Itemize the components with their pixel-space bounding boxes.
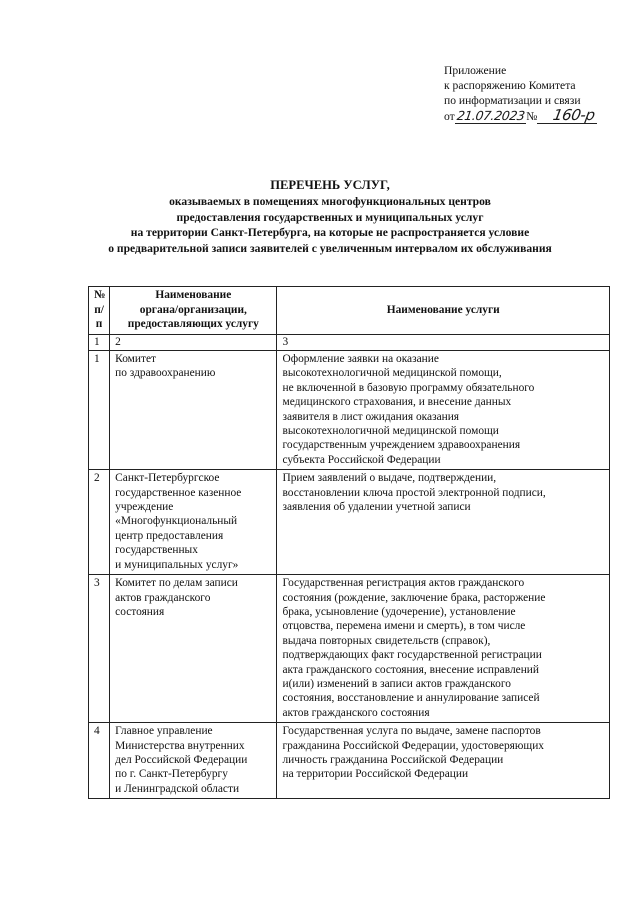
cell-text-line: Главное управление xyxy=(115,725,213,738)
row-number: 3 xyxy=(89,575,110,723)
header-num xyxy=(89,287,110,335)
cell-text-line: предоставляющих услугу xyxy=(127,318,259,331)
cell-text-line: состояния xyxy=(115,605,165,618)
appendix-line: Приложение xyxy=(444,64,507,77)
cell-text-line: Комитет по делам записи xyxy=(115,577,238,590)
cell-text-line: по здравоохранению xyxy=(115,367,216,380)
org-cell xyxy=(110,470,277,575)
cell-text-line: п/п xyxy=(94,303,104,331)
cell-text-line: отцовства, перемена имени и смерть), в том числе xyxy=(282,620,526,633)
column-number: 1 xyxy=(89,335,110,351)
services-table xyxy=(88,286,610,799)
service-cell xyxy=(277,575,610,723)
service-cell xyxy=(277,351,610,470)
handwritten-number: 160-р xyxy=(551,105,597,124)
cell-text-line: на территории Российской Федерации xyxy=(282,768,469,781)
cell-text-line: актов гражданского xyxy=(115,591,211,604)
appendix-block xyxy=(444,63,634,124)
org-cell xyxy=(110,351,277,470)
column-number: 3 xyxy=(277,335,610,351)
cell-text-line: Прием заявлений о выдаче, подтверждении, xyxy=(282,472,497,485)
from-label: от xyxy=(444,109,455,123)
cell-text-line: брака, усыновление (удочерение), установление xyxy=(282,605,516,618)
cell-text-line: по г. Санкт-Петербургу xyxy=(115,768,228,781)
cell-text-line: и муниципальных услуг» xyxy=(115,558,239,571)
cell-text-line: выдача повторных свидетельств (справок), xyxy=(282,634,491,647)
cell-text-line: состояния, восстановление и аннулирование записей xyxy=(282,692,540,705)
row-number: 4 xyxy=(89,723,110,799)
cell-text-line: Комитет xyxy=(115,353,156,365)
title-line: оказываемых в помещениях многофункциональных центров xyxy=(169,195,491,209)
number-label: № xyxy=(526,109,538,123)
table-row xyxy=(89,470,610,575)
table-header-row xyxy=(89,287,610,335)
cell-text-line: Оформление заявки на оказание xyxy=(282,353,439,365)
cell-text-line: Наименование услуги xyxy=(386,303,500,316)
column-number-row xyxy=(89,335,610,351)
cell-text-line: высокотехнологичной медицинской помощи, xyxy=(282,367,502,380)
cell-text-line: Наименование xyxy=(155,289,232,302)
header-org xyxy=(110,287,277,335)
cell-text-line: центр предоставления xyxy=(115,529,224,542)
cell-text-line: органа/организации, xyxy=(139,303,247,316)
cell-text-line: акта гражданского состояния, внесение исправлений xyxy=(282,663,539,676)
handwritten-date: 21.07.2023 xyxy=(455,107,526,123)
cell-text-line: Министерства внутренних xyxy=(115,739,245,752)
org-cell xyxy=(110,723,277,799)
cell-text-line: «Многофункциональный xyxy=(115,515,238,528)
order-reference xyxy=(444,105,634,124)
cell-text-line: Государственная регистрация актов гражданского xyxy=(282,577,525,590)
document-title xyxy=(60,178,600,256)
title-line: на территории Санкт-Петербурга, на которые не распространяется условие xyxy=(130,226,530,240)
org-cell xyxy=(110,575,277,723)
title-line: предоставления государственных и муниципальных услуг xyxy=(176,210,484,224)
cell-text-line: государственное казенное xyxy=(115,486,242,499)
cell-text-line: и(или) изменений в записи актов гражданского xyxy=(282,677,511,690)
cell-text-line: дел Российской Федерации xyxy=(115,753,248,766)
cell-text-line: актов гражданского состояния xyxy=(282,706,430,719)
cell-text-line: Санкт-Петербургское xyxy=(115,472,220,485)
cell-text-line: подтверждающих факт государственной регистрации xyxy=(282,649,542,662)
order-number-field xyxy=(537,105,597,124)
table-row xyxy=(89,351,610,470)
cell-text-line: гражданина Российской Федерации, удостоверяющих xyxy=(282,739,544,752)
cell-text-line: состояния (рождение, заключение брака, расторжение xyxy=(282,591,546,604)
cell-text-line: восстановлении ключа простой электронной подписи, xyxy=(282,486,546,499)
table-row xyxy=(89,575,610,723)
service-cell xyxy=(277,470,610,575)
cell-text-line: государственным учреждением здравоохранения xyxy=(282,439,521,452)
title-line: о предварительной записи заявителей с увеличенным интервалом их обслуживания xyxy=(108,241,552,255)
service-cell xyxy=(277,723,610,799)
cell-text-line: Государственная услуга по выдаче, замене паспортов xyxy=(282,725,541,738)
cell-text-line: высокотехнологичной медицинской помощи xyxy=(282,425,499,438)
cell-text-line: субъекта Российской Федерации xyxy=(282,453,441,466)
cell-text-line: заявителя в лист ожидания оказания xyxy=(282,410,460,423)
cell-text-line: медицинского страхования, и внесение данных xyxy=(282,396,512,409)
cell-text-line: и Ленинградской области xyxy=(115,782,240,795)
cell-text-line: заявления об удалении учетной записи xyxy=(282,501,471,514)
appendix-line: по информатизации и связи xyxy=(444,94,581,108)
cell-text-line: государственных xyxy=(115,544,198,557)
table-row xyxy=(89,723,610,799)
row-number: 2 xyxy=(89,470,110,575)
column-number: 2 xyxy=(110,335,277,351)
cell-text-line: личность гражданина Российской Федерации xyxy=(282,753,504,766)
appendix-line: к распоряжению Комитета xyxy=(444,79,576,93)
title-main: ПЕРЕЧЕНЬ УСЛУГ, xyxy=(270,178,390,192)
row-number: 1 xyxy=(89,351,110,470)
cell-text-line: учреждение xyxy=(115,501,174,514)
cell-text-line: не включенной в базовую программу обязательного xyxy=(282,381,535,394)
cell-text-line: № xyxy=(94,289,106,302)
header-service xyxy=(277,287,610,335)
order-date-field xyxy=(455,109,527,124)
